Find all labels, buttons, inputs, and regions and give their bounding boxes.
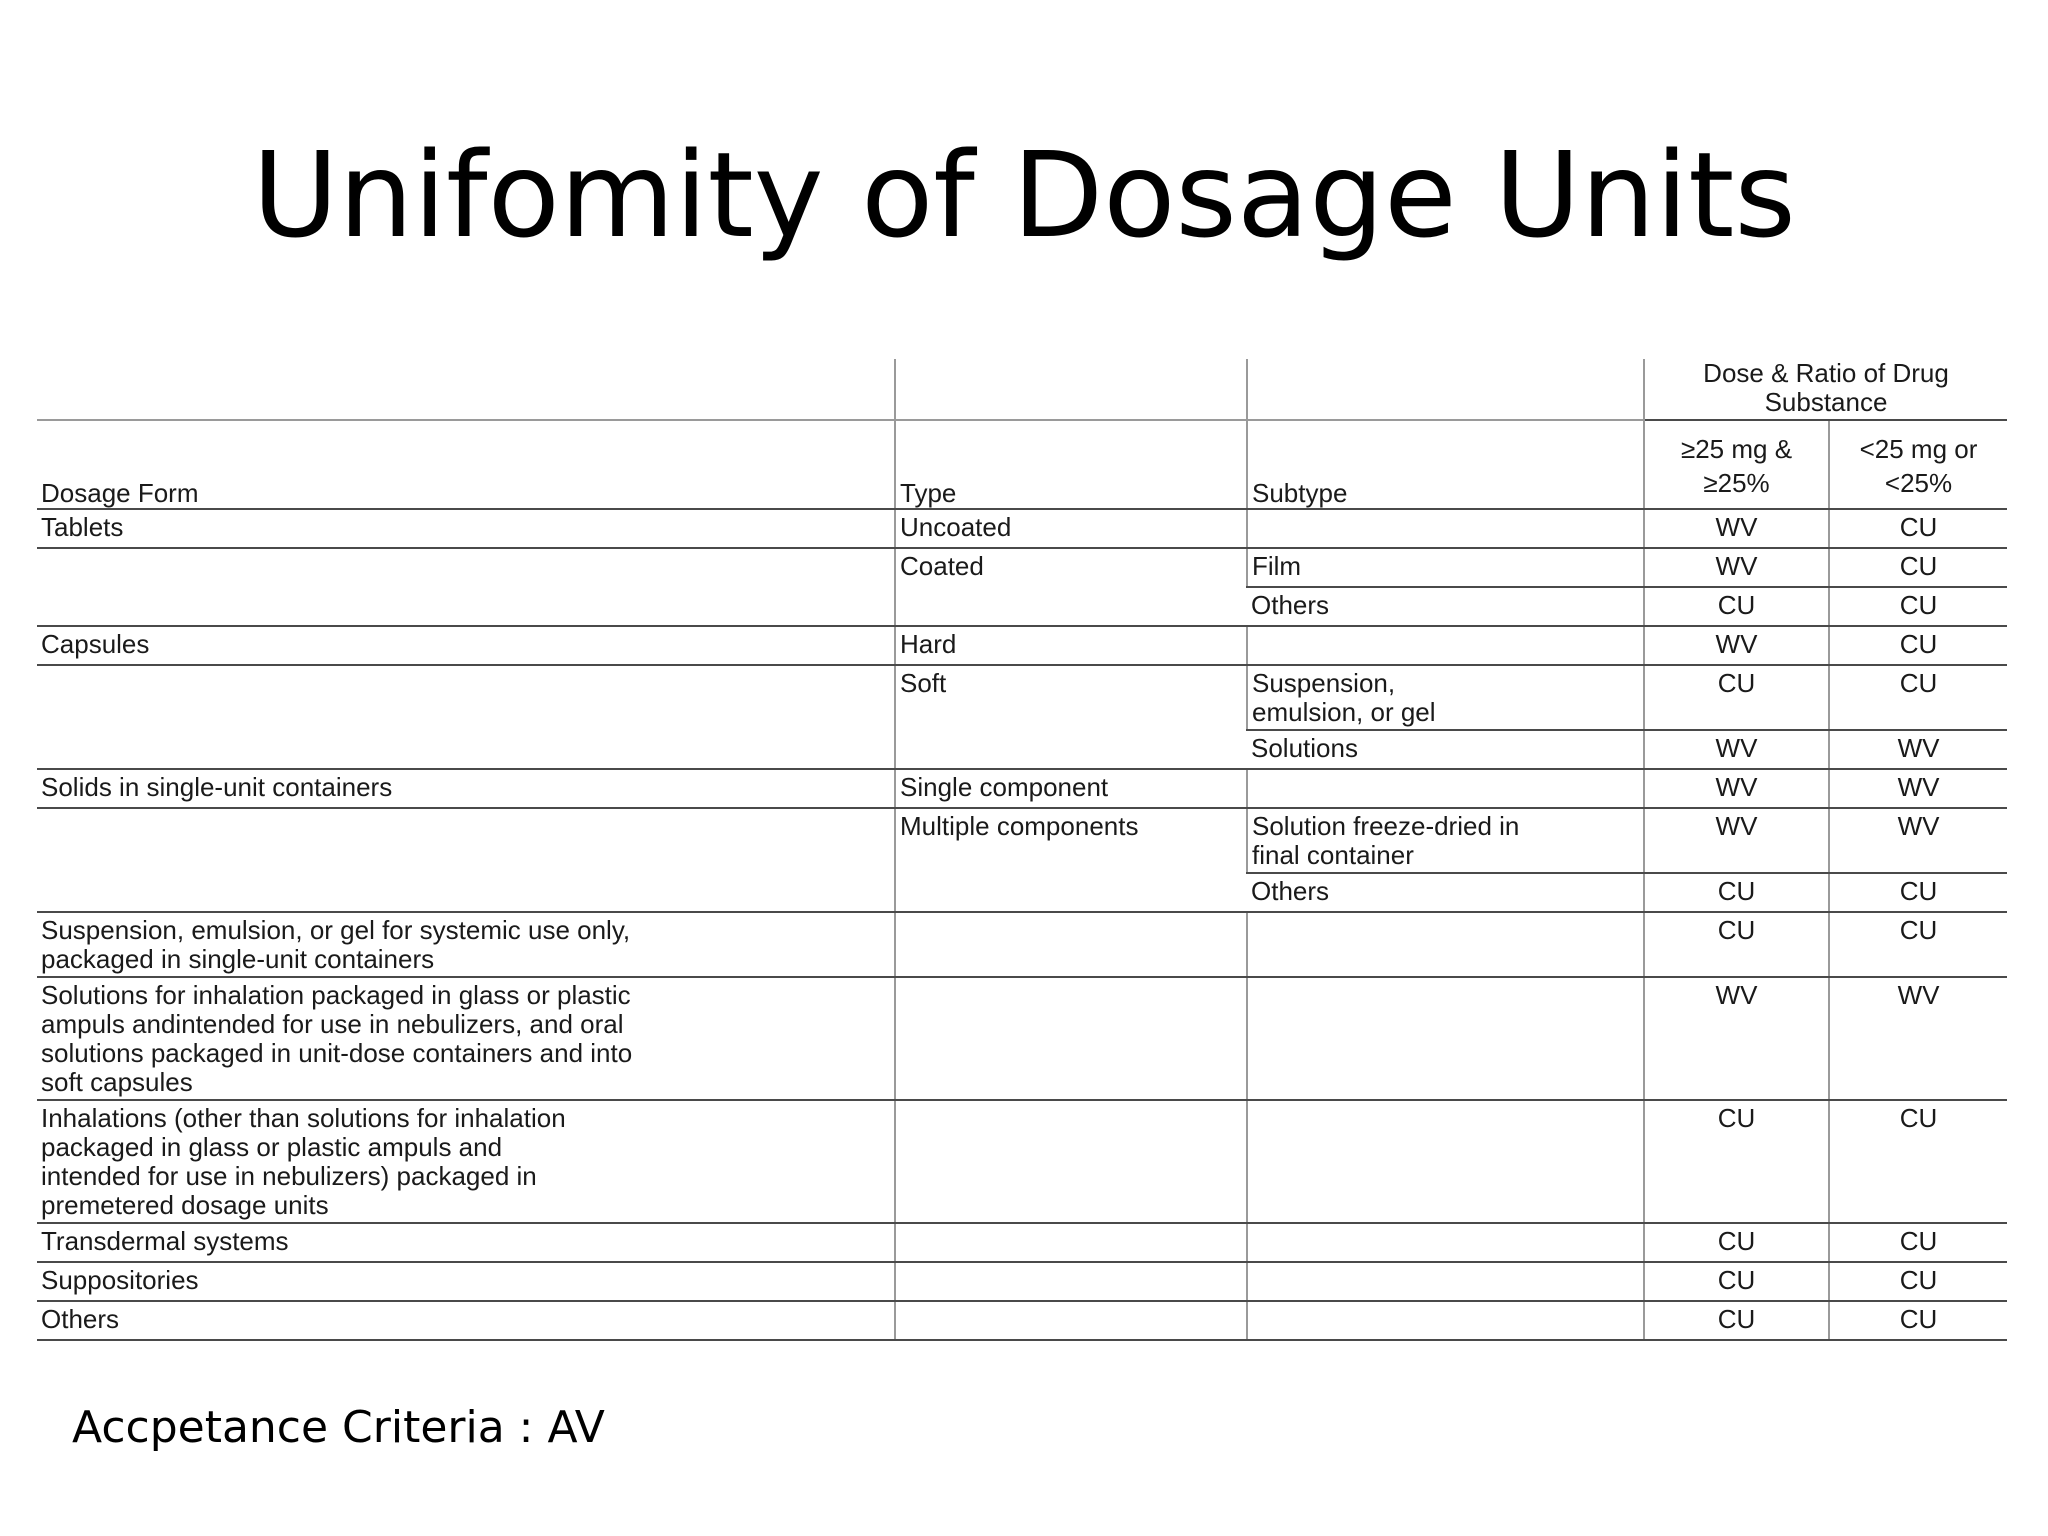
table-row: [37, 626, 2007, 665]
subtype-cell: [1247, 626, 1644, 665]
column-header-low-dose: <25 mg or <25%: [1829, 420, 2007, 509]
type-cell: Single component: [895, 769, 1247, 808]
dosage-form-cell: Suppositories: [37, 1262, 895, 1301]
dosage-form-cell: Suspension, emulsion, or gel for systemic use only, packaged in single-unit containers: [37, 912, 895, 977]
low-dose-cell: CU: [1829, 1100, 2007, 1223]
dosage-form-cell: Tablets: [37, 509, 895, 548]
type-cell: [895, 912, 1247, 977]
subtype-cell: [1247, 1301, 1644, 1340]
table-row: [37, 977, 2007, 1100]
low-dose-cell: WV: [1829, 977, 2007, 1100]
column-header-high-dose: ≥25 mg & ≥25%: [1644, 420, 1829, 509]
type-cell: Hard: [895, 626, 1247, 665]
dosage-form-cell: [37, 808, 895, 912]
subtype-cell: [1247, 769, 1644, 808]
high-dose-cell: CU: [1644, 1301, 1829, 1340]
high-dose-cell: CU: [1644, 665, 1829, 730]
type-cell: [895, 1262, 1247, 1301]
dosage-form-cell: Solutions for inhalation packaged in glass or plastic ampuls andintended for use in nebulizers, and oral solutions packaged in unit-dose containers and into soft capsules: [37, 977, 895, 1100]
column-header-subtype: Subtype: [1247, 420, 1644, 509]
dosage-form-cell: Inhalations (other than solutions for inhalation packaged in glass or plastic ampuls and intended for use in nebulizers) packaged in premetered dosage units: [37, 1100, 895, 1223]
dosage-form-cell: Transdermal systems: [37, 1223, 895, 1262]
dose-ratio-header: Dose & Ratio of Drug Substance: [1644, 359, 2007, 420]
type-cell: [895, 1223, 1247, 1262]
high-dose-cell: CU: [1644, 912, 1829, 977]
subtype-cell: [1247, 1262, 1644, 1301]
dosage-form-cell: Capsules: [37, 626, 895, 665]
subtype-cell: Solution freeze-dried in final container: [1247, 808, 1644, 873]
subtype-cell: Suspension, emulsion, or gel: [1247, 665, 1644, 730]
subtype-cell: Solutions: [1247, 730, 1644, 769]
high-dose-cell: WV: [1644, 730, 1829, 769]
low-dose-cell: CU: [1829, 548, 2007, 587]
high-dose-cell: CU: [1644, 587, 1829, 626]
subtype-cell: [1247, 1223, 1644, 1262]
column-header-dosage-form: Dosage Form: [37, 420, 895, 509]
low-dose-cell: WV: [1829, 769, 2007, 808]
high-dose-cell: WV: [1644, 548, 1829, 587]
dosage-form-cell: [37, 665, 895, 769]
type-cell: [895, 1100, 1247, 1223]
type-cell: Coated: [895, 548, 1247, 626]
header-blank-cell: [37, 359, 895, 420]
low-dose-cell: CU: [1829, 626, 2007, 665]
high-dose-cell: CU: [1644, 1223, 1829, 1262]
high-dose-cell: WV: [1644, 977, 1829, 1100]
table-row: [37, 1262, 2007, 1301]
subtype-cell: Others: [1247, 587, 1644, 626]
high-dose-cell: WV: [1644, 808, 1829, 873]
low-dose-cell: CU: [1829, 1301, 2007, 1340]
type-cell: [895, 1301, 1247, 1340]
dosage-form-cell: [37, 548, 895, 626]
header-row-top: [37, 359, 2007, 420]
high-dose-cell: CU: [1644, 1100, 1829, 1223]
column-header-type: Type: [895, 420, 1247, 509]
low-dose-cell: CU: [1829, 1223, 2007, 1262]
type-cell: Uncoated: [895, 509, 1247, 548]
low-dose-cell: CU: [1829, 912, 2007, 977]
type-cell: Multiple components: [895, 808, 1247, 912]
header-blank-cell: [895, 359, 1247, 420]
type-cell: [895, 977, 1247, 1100]
acceptance-criteria: Accpetance Criteria : AV: [72, 1402, 605, 1453]
high-dose-cell: CU: [1644, 1262, 1829, 1301]
low-dose-cell: CU: [1829, 665, 2007, 730]
table-row: [37, 769, 2007, 808]
header-row-columns: [37, 420, 2007, 509]
dosage-form-cell: Others: [37, 1301, 895, 1340]
table-row: [37, 509, 2007, 548]
subtype-cell: Others: [1247, 873, 1644, 912]
uniformity-table-container: [37, 359, 2007, 1341]
low-dose-cell: WV: [1829, 808, 2007, 873]
subtype-cell: [1247, 912, 1644, 977]
subtype-cell: [1247, 1100, 1644, 1223]
low-dose-cell: CU: [1829, 873, 2007, 912]
uniformity-table: [37, 359, 2007, 1341]
type-cell: Soft: [895, 665, 1247, 769]
table-row: [37, 1100, 2007, 1223]
low-dose-cell: CU: [1829, 587, 2007, 626]
header-blank-cell: [1247, 359, 1644, 420]
table-row: [37, 912, 2007, 977]
low-dose-cell: CU: [1829, 509, 2007, 548]
high-dose-cell: WV: [1644, 769, 1829, 808]
table-row: [37, 1223, 2007, 1262]
slide-title: Unifomity of Dosage Units: [252, 126, 1796, 264]
subtype-cell: Film: [1247, 548, 1644, 587]
dosage-form-cell: Solids in single-unit containers: [37, 769, 895, 808]
high-dose-cell: CU: [1644, 873, 1829, 912]
low-dose-cell: CU: [1829, 1262, 2007, 1301]
table-row: [37, 665, 2007, 730]
subtype-cell: [1247, 977, 1644, 1100]
table-row: [37, 808, 2007, 873]
table-row: [37, 1301, 2007, 1340]
low-dose-cell: WV: [1829, 730, 2007, 769]
high-dose-cell: WV: [1644, 509, 1829, 548]
subtype-cell: [1247, 509, 1644, 548]
high-dose-cell: WV: [1644, 626, 1829, 665]
table-row: [37, 548, 2007, 587]
